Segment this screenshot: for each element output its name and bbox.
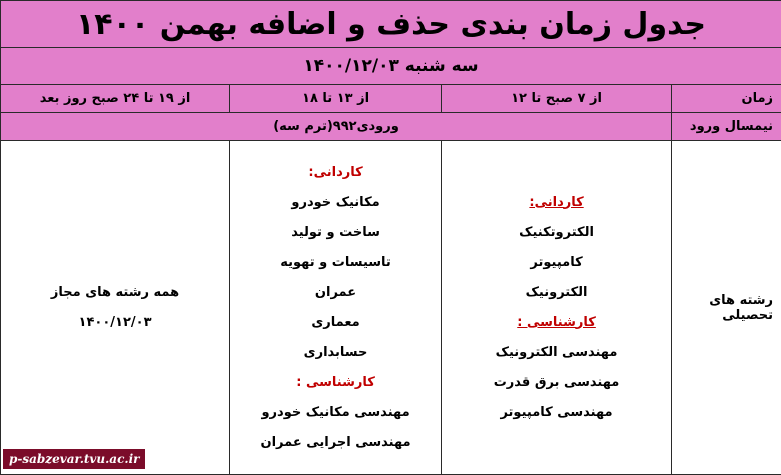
- slot3-header: از ۱۹ تا ۲۴ صبح روز بعد: [1, 85, 230, 113]
- list-item: مهندسی اجرایی عمران: [260, 434, 411, 450]
- list-item: تاسیسات و تهویه: [280, 254, 391, 270]
- site-watermark: p-sabzevar.tvu.ac.ir: [3, 449, 145, 469]
- slot2-header: از ۱۳ تا ۱۸: [230, 85, 442, 113]
- list-item: مهندسی الکترونیک: [495, 344, 618, 360]
- slot2-heading-associate: کاردانی:: [308, 164, 363, 180]
- slot3-line-all-fields: همه رشته های مجاز: [50, 284, 180, 300]
- list-item: مهندسی کامپیوتر: [500, 404, 613, 420]
- slot2-heading-bachelor: کارشناسی :: [296, 374, 375, 390]
- list-item: معماری: [311, 314, 360, 330]
- list-item: مهندسی مکانیک خودرو: [261, 404, 410, 420]
- list-item: الکتروتکنیک: [519, 224, 594, 240]
- entry-label: نیمسال ورود: [672, 113, 781, 141]
- date-line: سه شنبه ۱۴۰۰/۱۲/۰۳: [1, 48, 781, 85]
- slot2-fields: [230, 141, 442, 475]
- list-item: الکترونیک: [525, 284, 588, 300]
- slot1-header: از ۷ صبح تا ۱۲: [442, 85, 672, 113]
- time-label: زمان: [672, 85, 781, 113]
- list-item: مکانیک خودرو: [291, 194, 380, 210]
- slot3-fields: [1, 141, 230, 475]
- slot3-line-date: ۱۴۰۰/۱۲/۰۳: [78, 314, 152, 330]
- slot1-heading-associate: کاردانی:: [529, 194, 584, 210]
- fields-label: رشته های تحصیلی: [672, 141, 781, 475]
- page-title: جدول زمان بندی حذف و اضافه بهمن ۱۴۰۰: [1, 1, 781, 48]
- slot1-fields: [442, 141, 672, 475]
- list-item: کامپیوتر: [530, 254, 583, 270]
- list-item: حسابداری: [303, 344, 368, 360]
- list-item: ساخت و تولید: [291, 224, 380, 240]
- list-item: عمران: [314, 284, 357, 300]
- entry-value: ورودی۹۹۲(ترم سه): [1, 113, 672, 141]
- slot1-heading-bachelor: کارشناسی :: [517, 314, 596, 330]
- list-item: مهندسی برق قدرت: [493, 374, 620, 390]
